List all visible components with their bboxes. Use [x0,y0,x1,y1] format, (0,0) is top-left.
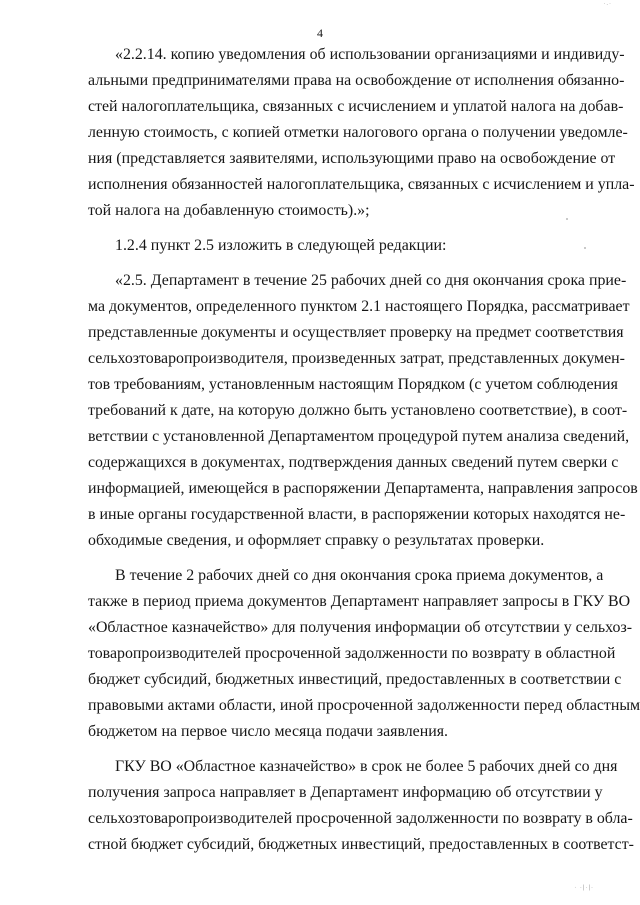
text-line: бюджет субсидий, бюджетных инвестиций, предоставленных в соответствии с [88,671,622,688]
text-line: тов требованиям, установленным настоящим Порядком (с учетом соблюдения [88,376,618,393]
paragraph-2-2-14 [88,42,635,224]
text-line: требований к дате, на которую должно быть установлено соответствие), в соот- [88,402,628,419]
text-line: товаропроизводителей просроченной задолженности по возврату в областной [88,645,616,662]
scan-corner-mark: ·.· [603,1,612,7]
text-line: ния (представляется заявителями, использующими право на освобождение от [88,150,616,167]
text-line: ветствии с установленной Департаментом процедурой путем анализа сведений, [88,428,630,445]
paragraph-2-5 [88,268,638,554]
paragraph-1-2-4 [88,233,600,259]
text-line: правовыми актами области, иной просроченной задолженности перед областным [88,697,640,714]
scan-corner-mark: · ·|·|· [574,885,594,891]
text-line: «2.5. Департамент в течение 25 рабочих дней со дня окончания срока прие- [115,272,627,289]
scan-speck [584,247,586,249]
text-line: также в период приема документов Департамент направляет запросы в ГКУ ВО [88,593,631,610]
text-line: бюджетом на первое число месяца подачи заявления. [88,723,449,740]
paragraph-2-days [88,563,640,745]
text-line: информацией, имеющейся в распоряжении Департамента, направления запросов [88,480,638,497]
paragraph-gku [88,754,634,858]
text-line: исполнения обязанностей налогоплательщика, связанных с исчислением и упла- [88,176,635,193]
page-number: 4 [317,26,323,40]
text-line: сельхозтоваропроизводителя, произведенных затрат, представленных докумен- [88,350,625,367]
text-line: в иные органы государственной власти, в распоряжении которых находятся не- [88,506,626,523]
text-line: обходимые сведения, и оформляет справку о результатах проверки. [88,532,545,549]
text-line: ГКУ ВО «Областное казначейство» в срок не более 5 рабочих дней со дня [115,758,618,775]
text-line: стной бюджет субсидий, бюджетных инвестиций, предоставленных в соответст- [88,836,634,853]
document-body [88,42,640,858]
text-line: представленные документы и осуществляет проверку на предмет соответствия [88,324,624,341]
text-line: «2.2.14. копию уведомления об использовании организациями и индивиду- [115,46,625,63]
text-line: той налога на добавленную стоимость).»; [88,202,370,219]
text-line: стей налогоплательщика, связанных с исчислением и уплатой налога на добав- [88,98,624,115]
text-line: содержащихся в документах, подтверждения данных сведений путем сверки с [88,454,619,471]
text-line: сельхозтоваропроизводителей просроченной задолженности по возврату в обла- [88,810,633,827]
text-line: В течение 2 рабочих дней со дня окончания срока приема документов, а [115,567,604,584]
text-line: ленную стоимость, с копией отметки налогового органа о получении уведомле- [88,124,628,141]
text-line: альными предпринимателями права на освобождение от исполнения обязанно- [88,72,625,89]
text-line: 1.2.4 пункт 2.5 изложить в следующей редакции: [115,237,447,254]
text-line: «Областное казначейство» для получения информации об отсутствии у сельхоз- [88,619,633,636]
text-line: получения запроса направляет в Департамент информацию об отсутствии у [88,784,603,801]
scan-speck [566,218,568,220]
text-line: ма документов, определенного пунктом 2.1 настоящего Порядка, рассматривает [88,298,630,315]
